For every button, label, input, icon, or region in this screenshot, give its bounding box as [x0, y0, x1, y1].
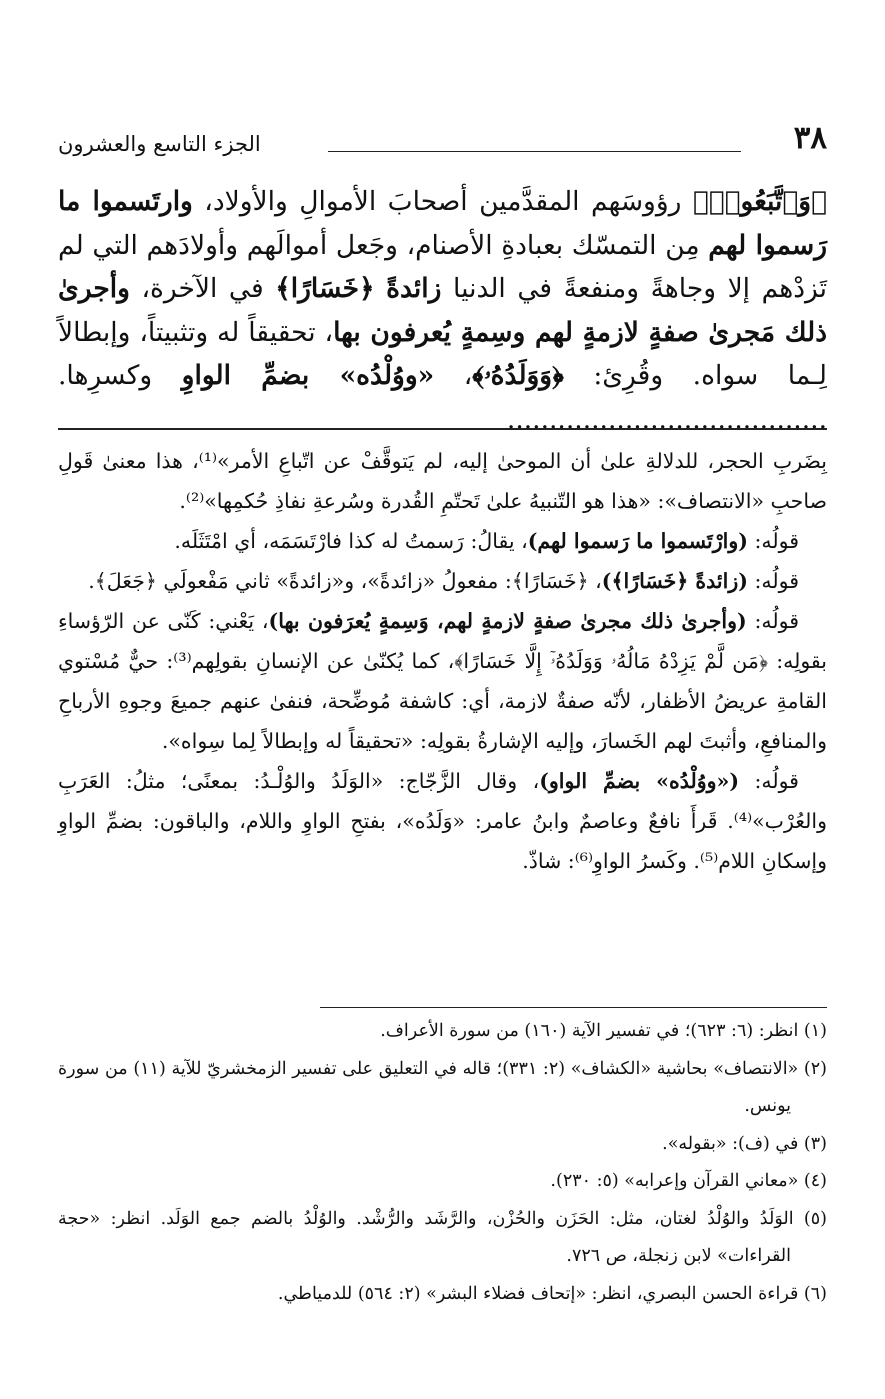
header-rule: [328, 151, 741, 152]
commentary-bold: وارتَسموا ما رَسموا لهم: [58, 186, 827, 261]
gloss-text: ، وقال الزَّجّاج: «الوَلَدُ والوُلْـدُ: بمعنًى؛ مثلُ: العَرَبِ والعُرْب»⁽⁴⁾. قَرأَ نافعٌ وعاصمٌ وابنُ عامر: «وَلَدُه»، بفتحِ الواوِ واللام، والباقون: بضمِّ الواوِ وإسكانِ اللام⁽⁵⁾. وكَسرُ الواوِ⁽⁶⁾: شاذّ.: [58, 769, 827, 873]
part-title: الجزء التاسع والعشرون: [58, 132, 261, 156]
gloss-lead: قولُه:: [747, 529, 799, 553]
footnote: (٦) قراءة الحسن البصري، انظر: «إتحاف فضلاء البشر» (٢: ٥٦٤) للدمياطي.: [277, 1283, 827, 1304]
gloss-lead: قولُه:: [746, 609, 799, 633]
quran-quote: ﴿وَٱتَّبَعُوا۟﴾: [692, 186, 827, 217]
running-header: [58, 120, 827, 164]
gloss-section: [58, 441, 827, 881]
page-number: ٣٨: [793, 120, 827, 156]
quran-quote: ﴿وَوَلَدُهُۥ﴾: [472, 360, 564, 391]
dotted-leader: ......................................: [506, 403, 827, 435]
main-commentary: [58, 180, 827, 441]
footnotes-rule: [320, 1007, 827, 1008]
commentary-bold: زائدةً: [386, 273, 442, 304]
gloss-text: ، ﴿خَسَارًا﴾: مفعولُ «زائدةً»، و«زائدةً» ثاني مَفْعولَي ﴿جَعَلَ﴾.: [88, 569, 602, 593]
footnotes: [58, 1013, 827, 1313]
commentary-text: في الآخرة،: [129, 273, 276, 304]
footnote: (٤) «معاني القرآن وإعرابه» (٥: ٢٣٠).: [550, 1171, 827, 1191]
gloss-lemma: («ووُلْدُه» بضمِّ الواو): [539, 769, 740, 793]
footnote: (٢) «الانتصاف» بحاشية «الكشاف» (٢: ٣٣١)؛ قاله في التعليق على تفسير الزمخشريّ للآية (١١) من سورة يونس.: [58, 1058, 827, 1116]
commentary-text: ،: [434, 360, 473, 391]
gloss-lead: قولُه:: [739, 769, 799, 793]
commentary-bold: وأجرىٰ ذلك مَجرىٰ صفةٍ لازمةٍ لهم وسِمةٍ يُعرفون بها: [58, 273, 828, 348]
commentary-text: [375, 273, 387, 304]
gloss-paragraph: [58, 561, 827, 601]
gloss-lemma: (زائدةً ﴿خَسَارًا﴾): [601, 569, 748, 593]
gloss-text: ، يَعْني: كَنّى عن الرّؤساءِ بقولِه: ﴿مَن لَّمْ يَزِدْهُ مَالُهُۥ وَوَلَدُهُۥٓ إِلَّا خَسَارًا﴾، كما يُكنّىٰ عن الإنسانِ بقولِهم⁽³⁾: حيٌّ مُسْتوي القامةِ عريضُ الأظفار، لأنّه صفةٌ لازمة، أي: كاشفة مُوضِّحة، فنفىٰ عنهم جميعَ وجوهِ الأرباحِ والمنافعِ، وأثبتَ لهم الخَسارَ، وإليه الإشارةُ بقولِه: «تحقيقاً له وإبطالاً لِما سِواه».: [58, 609, 828, 753]
commentary-text: وكسرِها.: [58, 360, 182, 391]
gloss-paragraph: [58, 601, 827, 761]
gloss-lemma: (وارْتَسموا ما رَسموا لهم): [527, 529, 748, 553]
footnote: (١) انظر: (٦: ٦٢٣)؛ في تفسير الآية (١٦٠) من سورة الأعراف.: [380, 1021, 827, 1041]
gloss-paragraph: [58, 761, 827, 881]
commentary-text: ، تحقيقاً له وتثبيتاً، وإبطالاً لِـما سواه. وقُرِئ:: [58, 316, 827, 391]
gloss-lemma: (وأجرىٰ ذلك مجرىٰ صفةٍ لازمةٍ لهم، وَسِمةٍ يُعرَفون بها): [268, 609, 747, 633]
quran-quote: ﴿خَسَارًا﴾: [275, 273, 375, 304]
commentary-text: مِن التمسّك بعبادةِ الأصنام، وجَعل أموالَهم وأولادَهم التي لم تَزدْهم إلا وجاهةً ومنفعةً في الدنيا: [58, 229, 827, 304]
commentary-bold: «ووُلْدُه» بضمِّ الواوِ: [181, 360, 435, 391]
section-divider: [58, 428, 827, 430]
footnote: (٣) في (ف): «بقوله».: [662, 1133, 827, 1154]
gloss-lead: قولُه:: [747, 569, 799, 593]
gloss-paragraph: بِضَربِ الحجر، للدلالةِ علىٰ أن الموحىٰ إليه، لم يَتوقَّفْ عن اتّباعِ الأمر»⁽¹⁾، هذا معنىٰ قَولِ صاحبِ «الانتصاف»: «هذا هو التّنبيهُ علىٰ تَحتّمِ القُدرة وسُرعةِ نفاذِ حُكمِها»⁽²⁾.: [58, 449, 827, 513]
commentary-text: رؤوسَهم المقدَّمين أصحابَ الأموالِ والأولاد،: [192, 186, 693, 217]
gloss-paragraph: [58, 521, 827, 561]
gloss-text: ، يقالُ: رَسمتُ له كذا فارْتَسَمَه، أي امْتَثَلَه.: [174, 529, 528, 553]
footnote: (٥) الوَلَدُ والوُلْدُ لغتان، مثل: الحَزَن والحُزْن، والرَّشَد والرُّشْد. والوُلْدُ بالضم جمع الوَلَد. انظر: «حجة القراءات» لابن زنجلة، ص ٧٢٦.: [58, 1208, 827, 1266]
